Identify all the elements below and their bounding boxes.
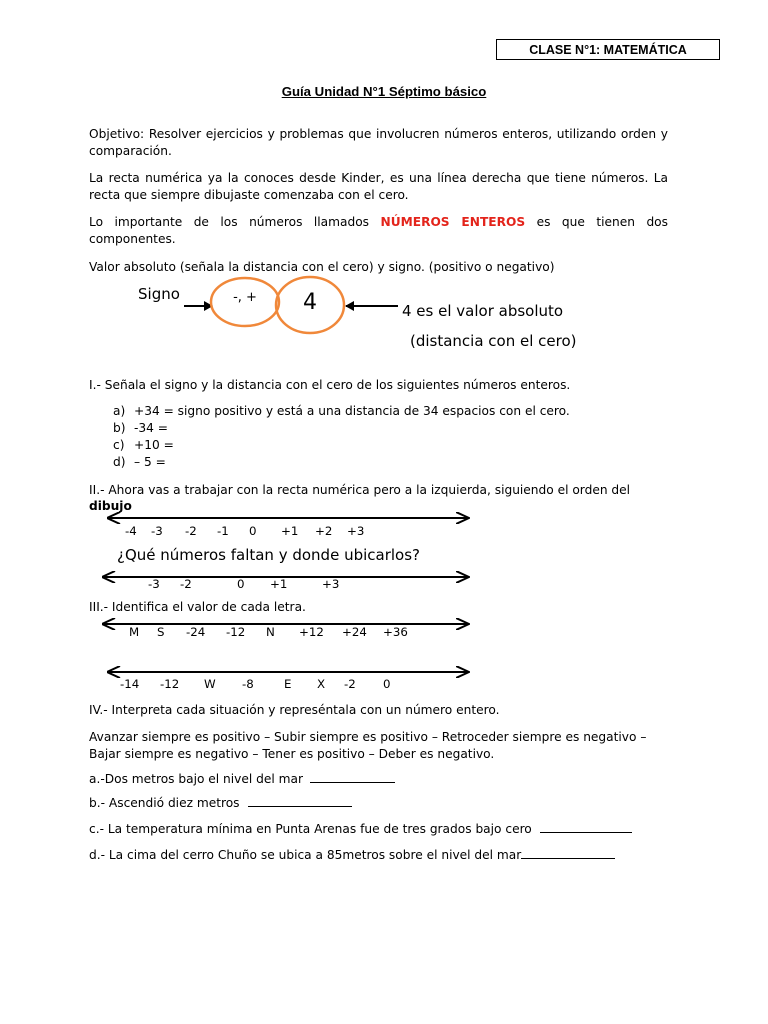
line-1-label: +1 xyxy=(281,524,299,538)
important-before: Lo importante de los números llamados xyxy=(89,215,381,229)
section-3-heading: III.- Identifica el valor de cada letra. xyxy=(89,600,306,614)
list-marker: d) xyxy=(113,455,126,469)
numeros-enteros-highlight: NÚMEROS ENTEROS xyxy=(380,215,526,229)
line-3-label: S xyxy=(157,625,165,639)
line-1-label: -1 xyxy=(217,524,229,538)
list-item-text: +10 = xyxy=(134,438,174,452)
list-marker: c) xyxy=(113,438,125,452)
abs-value-label: 4 es el valor absoluto xyxy=(402,302,564,320)
line-4-label: 0 xyxy=(383,677,391,691)
line-3-label: -24 xyxy=(186,625,206,639)
line-4-label: -14 xyxy=(120,677,140,691)
answer-blank-a[interactable] xyxy=(310,770,395,783)
recta-text: La recta numérica ya la conoces desde Kinder, es una línea derecha que tiene números. La recta que siempre dibujaste comenzaba con el cero. xyxy=(89,171,668,202)
line-3-label: M xyxy=(129,625,140,639)
answer-blank-c[interactable] xyxy=(540,820,632,833)
line-4-label: E xyxy=(284,677,292,691)
answer-blank-b[interactable] xyxy=(248,794,352,807)
situation-b-text: b.- Ascendió diez metros xyxy=(89,796,240,810)
line-4-label: -8 xyxy=(242,677,254,691)
list-item-text: +34 = signo positivo y está a una distancia de 34 espacios con el cero. xyxy=(134,404,570,418)
line-3-label: +36 xyxy=(383,625,408,639)
line-4-label: W xyxy=(204,677,216,691)
situation-c-text: c.- La temperatura mínima en Punta Arenas fue de tres grados bajo cero xyxy=(89,822,532,836)
list-item xyxy=(113,420,673,437)
line-4-label: -2 xyxy=(344,677,356,691)
page-title: Guía Unidad N°1 Séptimo básico xyxy=(281,84,487,99)
list-item xyxy=(89,820,632,838)
line-1-label: +2 xyxy=(315,524,333,538)
line-2-label: -2 xyxy=(180,577,192,591)
section-1-heading: I.- Señala el signo y la distancia con el cero de los siguientes números enteros. xyxy=(89,378,571,392)
section-4-heading: IV.- Interpreta cada situación y represéntala con un número entero. xyxy=(89,703,500,717)
situation-d-text: d.- La cima del cerro Chuño se ubica a 85metros sobre el nivel del mar xyxy=(89,848,522,862)
line-4-label: -12 xyxy=(160,677,180,691)
line-2-label: +3 xyxy=(322,577,340,591)
list-marker: b) xyxy=(113,421,126,435)
list-marker: a) xyxy=(113,404,126,418)
list-item xyxy=(89,846,615,864)
rules-text: Avanzar siempre es positivo – Subir siempre es positivo – Retroceder siempre es negativo – Bajar siempre es negativo – Tener es positivo – Deber es negativo. xyxy=(89,730,647,761)
line-1-label: -2 xyxy=(185,524,197,538)
line-1-label: -3 xyxy=(151,524,163,538)
list-item xyxy=(113,454,673,471)
valor-absoluto-text: Valor absoluto (señala la distancia con el cero) y signo. (positivo o negativo) xyxy=(89,260,555,274)
section-1-list xyxy=(113,403,673,471)
section-2-heading: II.- Ahora vas a trabajar con la recta numérica pero a la izquierda, siguiendo el orden del xyxy=(89,483,631,497)
list-item xyxy=(89,770,395,788)
line-3-label: +24 xyxy=(342,625,367,639)
list-item xyxy=(113,437,673,454)
value-circle-text: 4 xyxy=(303,290,317,315)
line-1-label: -4 xyxy=(125,524,137,538)
line-2-label: +1 xyxy=(270,577,288,591)
objective-text: Objetivo: Resolver ejercicios y problemas que involucren números enteros, utilizando orden y comparación. xyxy=(89,127,668,158)
distance-label: (distancia con el cero) xyxy=(410,332,577,350)
list-item-text: – 5 = xyxy=(134,455,166,469)
line-3-label: N xyxy=(266,625,275,639)
sign-circle-text: -, + xyxy=(233,290,257,305)
answer-blank-d[interactable] xyxy=(521,846,615,859)
line-1-label: 0 xyxy=(249,524,257,538)
signo-label: Signo xyxy=(138,285,180,303)
important-after: es que tienen dos componentes. xyxy=(89,215,668,246)
line-2-label: 0 xyxy=(237,577,245,591)
line-3-label: +12 xyxy=(299,625,324,639)
line-1-label: +3 xyxy=(347,524,365,538)
list-item xyxy=(89,794,352,812)
list-item xyxy=(113,403,673,420)
list-item-text: -34 = xyxy=(134,421,168,435)
question-text: ¿Qué números faltan y donde ubicarlos? xyxy=(117,546,421,564)
line-4-label: X xyxy=(317,677,326,691)
line-3-label: -12 xyxy=(226,625,246,639)
line-2-label: -3 xyxy=(148,577,160,591)
section-2-heading-end: dibujo xyxy=(89,499,132,513)
class-label: CLASE N°1: MATEMÁTICA xyxy=(529,42,687,57)
situation-a-text: a.-Dos metros bajo el nivel del mar xyxy=(89,772,303,786)
